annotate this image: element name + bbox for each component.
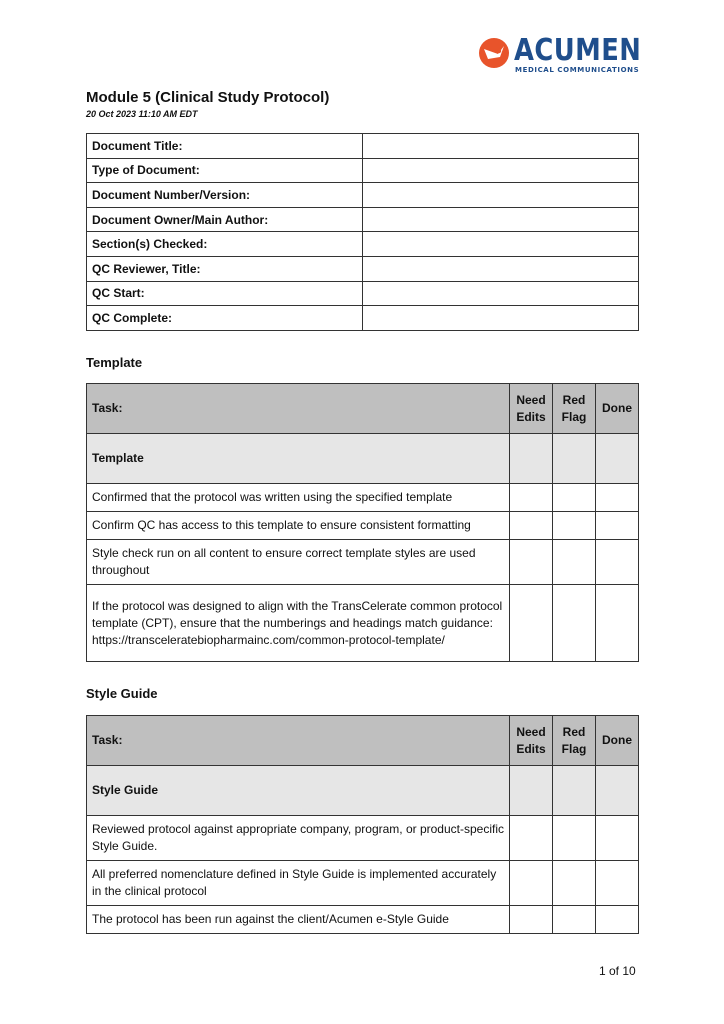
table-header-row [87, 716, 639, 766]
task-text: Confirm QC has access to this template to ensure consistent formatting [87, 512, 510, 540]
info-label: Document Owner/Main Author: [87, 207, 363, 232]
table-row [87, 540, 639, 585]
done-cell [596, 434, 639, 484]
need-edits-cell[interactable] [510, 540, 553, 585]
info-label: Type of Document: [87, 158, 363, 183]
red-flag-line1: Red [562, 392, 586, 407]
info-row [87, 281, 639, 306]
need-edits-line2: Edits [516, 409, 546, 424]
red-flag-cell[interactable] [553, 512, 596, 540]
logo-tagline: MEDICAL COMMUNICATIONS [515, 66, 640, 74]
info-value[interactable] [363, 134, 639, 159]
done-cell [596, 766, 639, 816]
info-row [87, 306, 639, 331]
red-flag-cell[interactable] [553, 484, 596, 512]
need-edits-line1: Need [516, 392, 546, 407]
table-header-row [87, 384, 639, 434]
need-edits-line2: Edits [516, 741, 546, 756]
info-label: Document Number/Version: [87, 183, 363, 208]
red-flag-cell[interactable] [553, 861, 596, 906]
task-text: Style check run on all content to ensure correct template styles are used throughout [87, 540, 510, 585]
red-flag-column-header [553, 716, 596, 766]
info-value[interactable] [363, 232, 639, 257]
need-edits-cell [510, 434, 553, 484]
info-row [87, 183, 639, 208]
done-column-header: Done [596, 384, 639, 434]
done-cell[interactable] [596, 906, 639, 934]
task-text: Reviewed protocol against appropriate company, program, or product-specific Style Guide. [87, 816, 510, 861]
document-info-table [86, 133, 639, 331]
table-row [87, 906, 639, 934]
info-value[interactable] [363, 207, 639, 232]
need-edits-cell[interactable] [510, 861, 553, 906]
red-flag-cell[interactable] [553, 585, 596, 662]
task-column-header: Task: [87, 716, 510, 766]
done-cell[interactable] [596, 484, 639, 512]
table-row [87, 484, 639, 512]
subheading: Style Guide [87, 766, 510, 816]
task-column-header: Task: [87, 384, 510, 434]
table-subheader-row [87, 766, 639, 816]
table-subheader-row [87, 434, 639, 484]
template-checklist-table [86, 383, 639, 662]
task-text: If the protocol was designed to align with the TransCelerate common protocol template (CPT), ensure that the numberings and headings match guidance: https://transceleratebiopharmainc.com/common-protocol-template/ [87, 585, 510, 662]
red-flag-cell [553, 434, 596, 484]
info-row [87, 207, 639, 232]
info-row [87, 256, 639, 281]
info-value[interactable] [363, 158, 639, 183]
done-cell[interactable] [596, 861, 639, 906]
need-edits-cell[interactable] [510, 906, 553, 934]
info-row [87, 158, 639, 183]
info-row [87, 134, 639, 159]
done-column-header: Done [596, 716, 639, 766]
section-heading-style-guide: Style Guide [86, 686, 158, 701]
task-text: The protocol has been run against the client/Acumen e-Style Guide [87, 906, 510, 934]
task-text: Confirmed that the protocol was written using the specified template [87, 484, 510, 512]
style-guide-checklist-table [86, 715, 639, 934]
info-value[interactable] [363, 281, 639, 306]
need-edits-cell[interactable] [510, 484, 553, 512]
red-flag-cell[interactable] [553, 906, 596, 934]
subheading: Template [87, 434, 510, 484]
done-cell[interactable] [596, 540, 639, 585]
need-edits-cell [510, 766, 553, 816]
document-date: 20 Oct 2023 11:10 AM EDT [86, 109, 198, 119]
red-flag-line1: Red [562, 724, 586, 739]
info-label: QC Reviewer, Title: [87, 256, 363, 281]
need-edits-column-header [510, 384, 553, 434]
need-edits-line1: Need [516, 724, 546, 739]
info-row [87, 232, 639, 257]
info-value[interactable] [363, 256, 639, 281]
done-cell[interactable] [596, 512, 639, 540]
need-edits-cell[interactable] [510, 512, 553, 540]
acumen-logo-icon [478, 37, 510, 69]
red-flag-line2: Flag [561, 741, 587, 756]
section-heading-template: Template [86, 355, 143, 370]
need-edits-column-header [510, 716, 553, 766]
need-edits-cell[interactable] [510, 585, 553, 662]
need-edits-cell[interactable] [510, 816, 553, 861]
table-row [87, 861, 639, 906]
company-logo [478, 33, 642, 77]
table-row [87, 512, 639, 540]
red-flag-cell[interactable] [553, 540, 596, 585]
info-label: Section(s) Checked: [87, 232, 363, 257]
logo-wordmark: ACUMEN [514, 33, 642, 68]
table-row [87, 585, 639, 662]
red-flag-line2: Flag [561, 409, 587, 424]
info-value[interactable] [363, 306, 639, 331]
done-cell[interactable] [596, 816, 639, 861]
info-value[interactable] [363, 183, 639, 208]
page-number: 1 of 10 [599, 964, 636, 978]
info-label: QC Complete: [87, 306, 363, 331]
red-flag-cell [553, 766, 596, 816]
red-flag-cell[interactable] [553, 816, 596, 861]
info-label: Document Title: [87, 134, 363, 159]
done-cell[interactable] [596, 585, 639, 662]
red-flag-column-header [553, 384, 596, 434]
table-row [87, 816, 639, 861]
info-label: QC Start: [87, 281, 363, 306]
task-text: All preferred nomenclature defined in Style Guide is implemented accurately in the clinical protocol [87, 861, 510, 906]
page-title: Module 5 (Clinical Study Protocol) [86, 89, 330, 106]
